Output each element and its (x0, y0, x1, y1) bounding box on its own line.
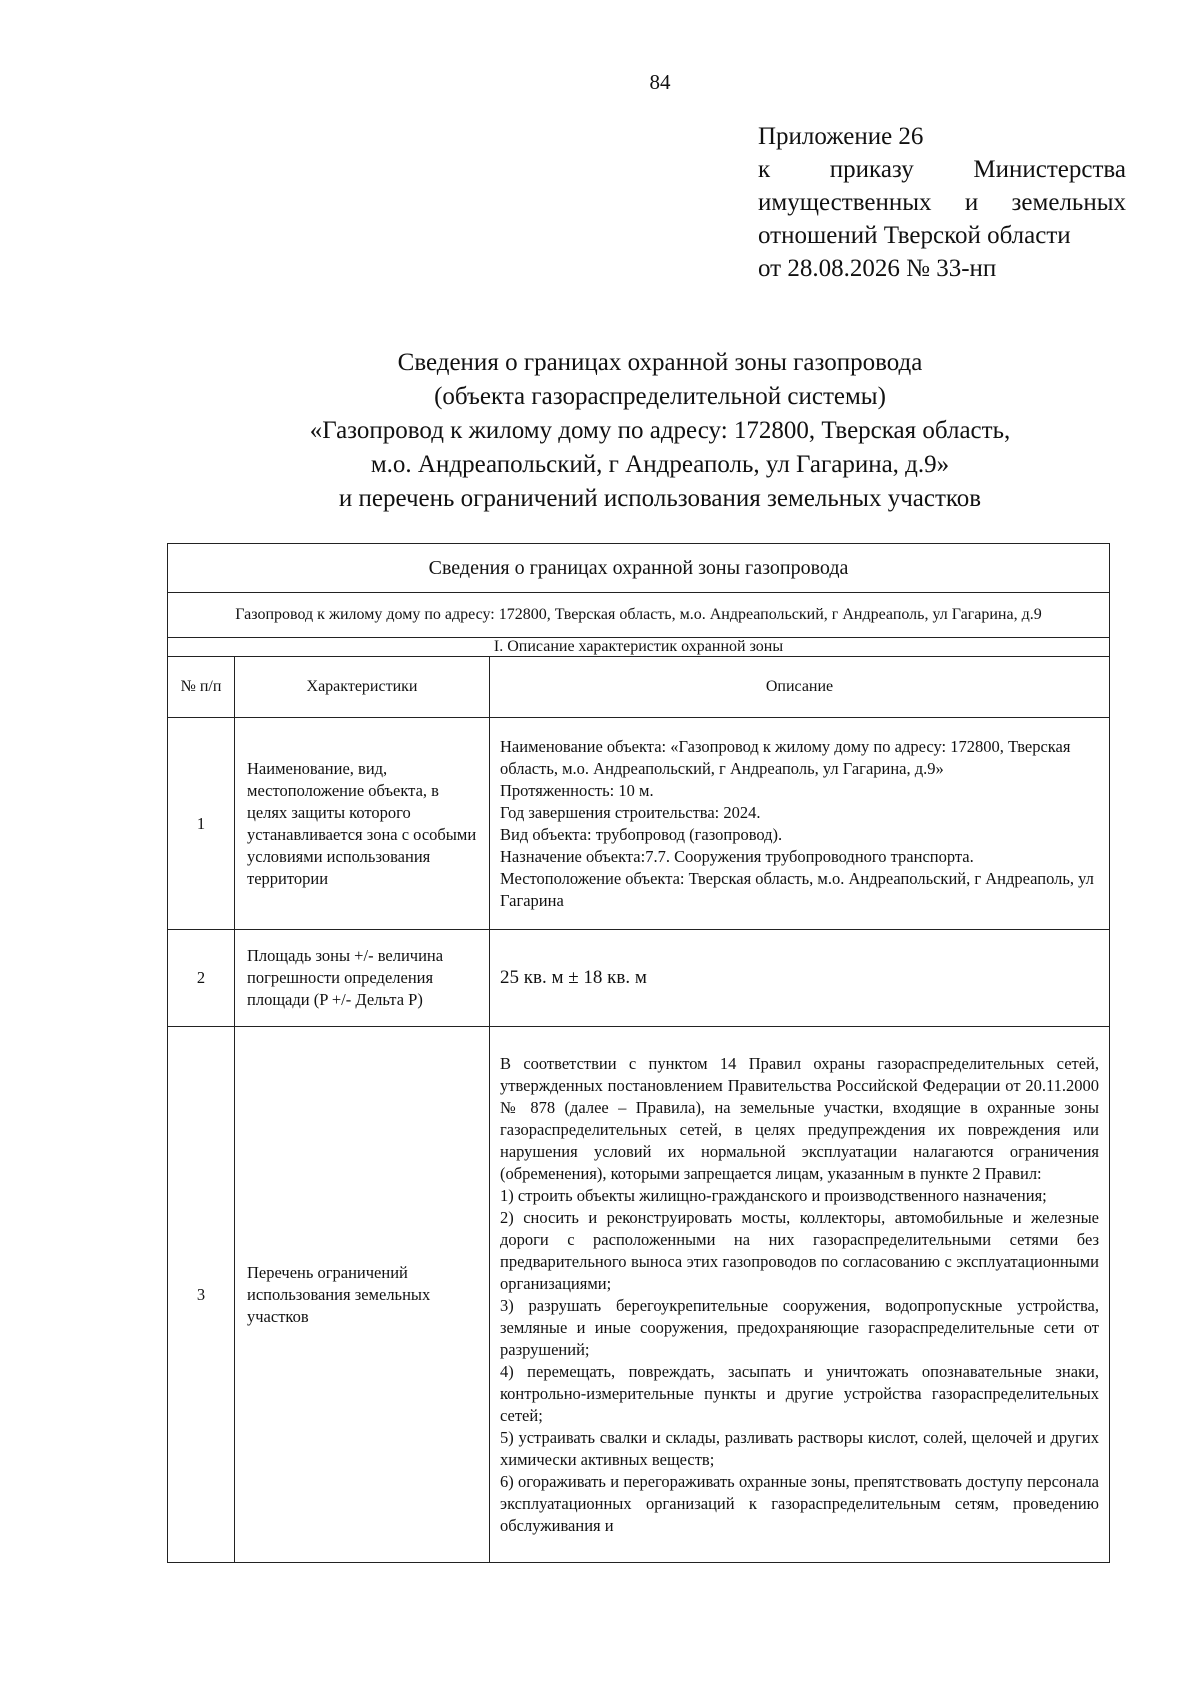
row-characteristic: Наименование, вид, местоположение объекта, в целях защиты которого устанавливается зона с особыми условиями использования территории (235, 718, 490, 930)
row-number: 1 (168, 718, 235, 930)
description-line: 5) устраивать свалки и склады, разливать растворы кислот, солей, щелочей и других химически активных веществ; (500, 1428, 1100, 1469)
row-characteristic: Площадь зоны +/- величина погрешности определения площади (P +/- Дельта P) (235, 930, 490, 1027)
table-heading: Сведения о границах охранной зоны газопровода (168, 544, 1110, 593)
description-line: Вид объекта: трубопровод (газопровод). (500, 824, 783, 844)
description-line: В соответствии с пунктом 14 Правил охраны газораспределительных сетей, утвержденных постановлением Правительства Российской Федерации от 20.11.2000 № 878 (далее – Правила), на земельные участки, входящие в охранные зоны газораспределительных сетей, в целях предупреждения их повреждения или нарушения условий их нормальной эксплуатации налагаются ограничения (обременения), которыми запрещается лицам, указанным в пункте 2 Правил: (500, 1054, 1100, 1183)
appendix-line-2: к приказу Министерства (758, 156, 1126, 183)
title-line-3: «Газопровод к жилому дому по адресу: 172800, Тверская область, (309, 417, 1011, 444)
row-number: 3 (168, 1027, 235, 1563)
row-number: 2 (168, 930, 235, 1027)
column-header-num: № п/п (168, 657, 235, 718)
title-line-5: и перечень ограничений использования земельных участков (338, 485, 982, 512)
description-line: Назначение объекта:7.7. Сооружения трубопроводного транспорта. (500, 846, 974, 866)
row-description: 25 кв. м ± 18 кв. м (490, 930, 1110, 1027)
table-header-row (168, 657, 1110, 718)
description-line: 3) разрушать берегоукрепительные сооружения, водопропускные устройства, земляные и иные сооружения, предохраняющие газораспределительные сети от разрушений; (500, 1296, 1100, 1359)
description-line: Наименование объекта: «Газопровод к жилому дому по адресу: 172800, Тверская область, м.о. Андреапольский, г Андреаполь, ул Гагарина, д.9» (500, 736, 1071, 778)
title-line-2: (объекта газораспределительной системы) (434, 383, 886, 410)
appendix-line-4: отношений Тверской области (758, 222, 1071, 249)
table-row (168, 718, 1110, 930)
appendix-block (758, 120, 1126, 285)
row-characteristic: Перечень ограничений использования земельных участков (235, 1027, 490, 1563)
title-line-4: м.о. Андреапольский, г Андреаполь, ул Гагарина, д.9» (370, 451, 950, 478)
row-description (490, 1027, 1110, 1563)
row-description (490, 718, 1110, 930)
table-row (168, 930, 1110, 1027)
description-line: 2) сносить и реконструировать мосты, коллекторы, автомобильные и железные дороги с расположенными на них газораспределительными сетями без предварительного выноса этих газопроводов по согласованию с эксплуатационными организациями; (500, 1208, 1100, 1293)
page-number: 84 (649, 70, 671, 94)
appendix-line-3: имущественных и земельных (758, 189, 1126, 216)
description-line: 1) строить объекты жилищно-гражданского и производственного назначения; (500, 1186, 1047, 1205)
column-header-description: Описание (490, 657, 1110, 718)
title-line-1: Сведения о границах охранной зоны газопровода (397, 349, 923, 376)
protection-zone-table (167, 543, 1110, 1563)
document-title (200, 346, 1120, 516)
description-line: 6) огораживать и перегораживать охранные зоны, препятствовать доступу персонала эксплуатационных организаций к газораспределительным сетям, проведению обслуживания и (500, 1472, 1100, 1535)
table-object-name: Газопровод к жилому дому по адресу: 172800, Тверская область, м.о. Андреапольский, г Андреаполь, ул Гагарина, д.9 (168, 593, 1110, 638)
column-header-characteristics: Характеристики (235, 657, 490, 718)
table-section-row (168, 638, 1110, 657)
description-line: Местоположение объекта: Тверская область, м.о. Андреапольский, г Андреаполь, ул Гагарина (500, 868, 1094, 910)
appendix-line-5: от 28.08.2026 № 33-нп (758, 255, 997, 282)
table-object-row (168, 593, 1110, 638)
table-row (168, 1027, 1110, 1563)
description-line: 4) перемещать, повреждать, засыпать и уничтожать опознавательные знаки, контрольно-измерительные пункты и другие устройства газораспределительных сетей; (500, 1362, 1100, 1425)
table-heading-row (168, 544, 1110, 593)
appendix-title: Приложение 26 (758, 123, 924, 150)
description-line: Год завершения строительства: 2024. (500, 802, 761, 822)
description-line: Протяженность: 10 м. (500, 780, 654, 800)
table-section-title: I. Описание характеристик охранной зоны (168, 638, 1110, 657)
